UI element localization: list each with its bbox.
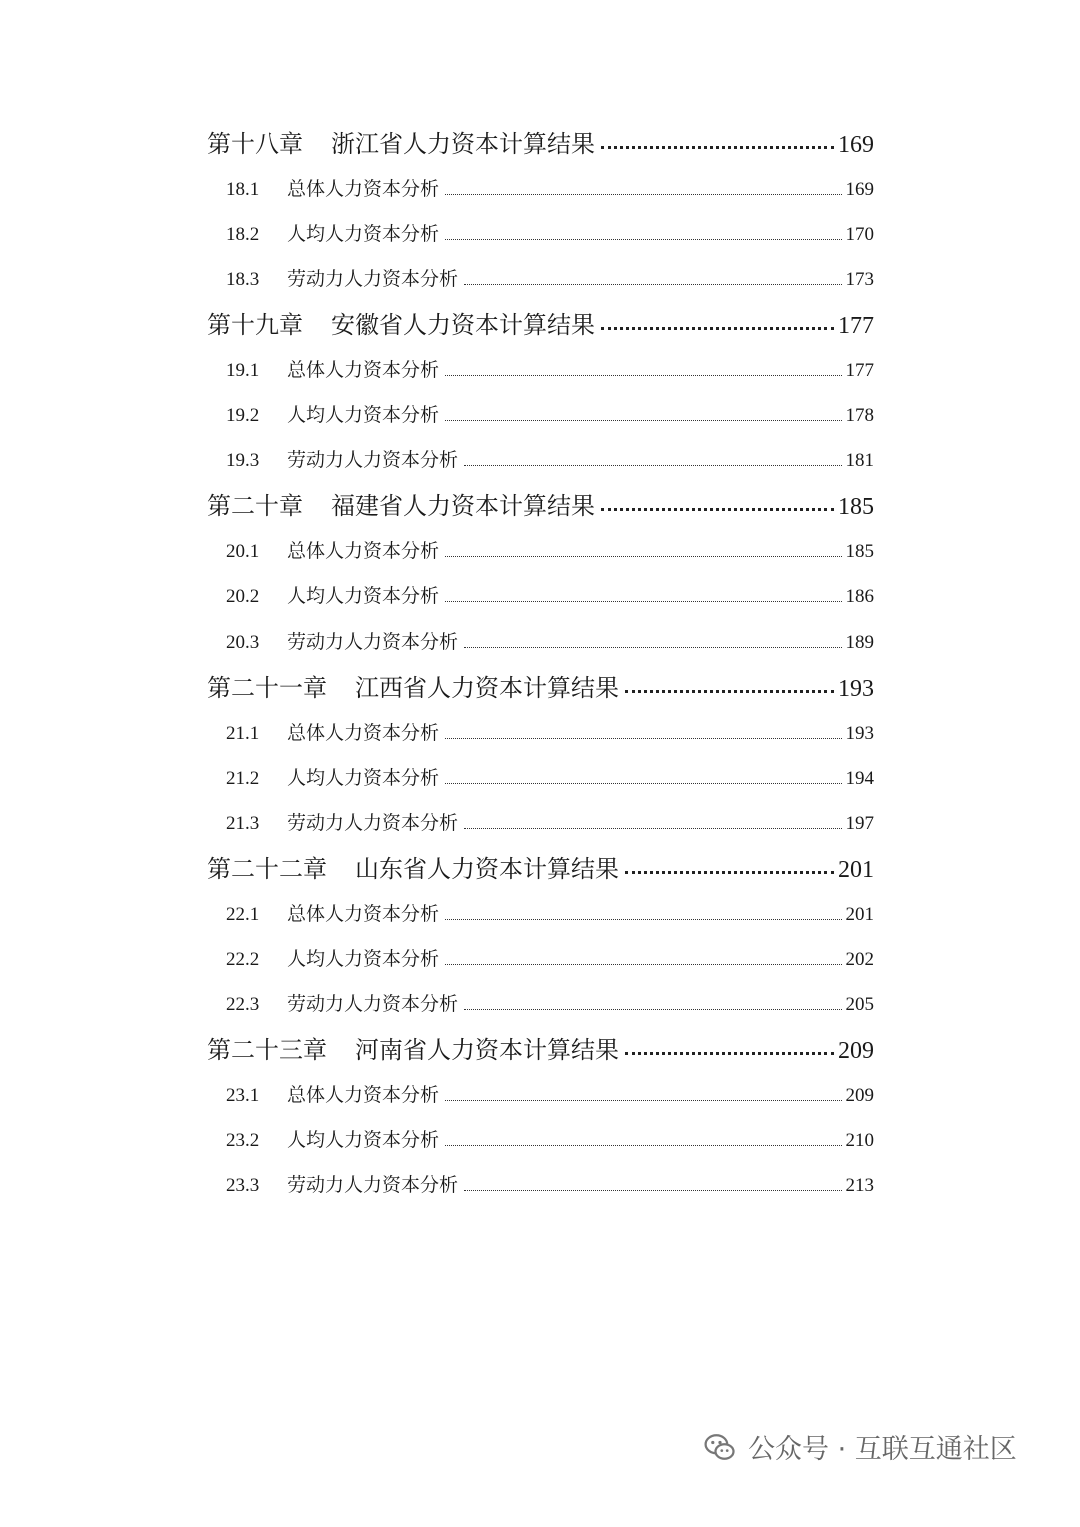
chapter-title: 河南省人力资本计算结果 — [355, 1036, 619, 1064]
page-number: 193 — [838, 676, 874, 702]
toc-chapter-entry[interactable] — [207, 486, 874, 521]
section-number: 18.3 — [226, 269, 260, 290]
toc-section-entry[interactable] — [226, 808, 874, 835]
section-title: 总体人力资本分析 — [287, 903, 440, 925]
section-title: 人均人力资本分析 — [287, 585, 440, 607]
page-number: 213 — [845, 1175, 874, 1196]
page-number: 181 — [845, 450, 874, 471]
chapter-title: 福建省人力资本计算结果 — [331, 492, 595, 520]
chapter-number: 第十九章 — [207, 311, 303, 339]
dot-leader — [445, 919, 841, 920]
dot-leader — [445, 420, 841, 421]
dot-leader — [601, 146, 834, 149]
page-number: 205 — [845, 994, 874, 1015]
watermark-label: 公众号 · 互联互通社区 — [748, 1434, 1017, 1465]
wechat-icon — [702, 1429, 738, 1465]
toc-chapter-entry[interactable] — [207, 849, 874, 884]
toc-section-entry[interactable] — [226, 445, 874, 472]
section-number: 21.2 — [226, 768, 260, 789]
toc-section-entry[interactable] — [226, 1125, 874, 1152]
page-number: 169 — [845, 179, 874, 200]
toc-section-entry[interactable] — [226, 718, 874, 745]
toc-section-entry[interactable] — [226, 1080, 874, 1107]
page-number: 201 — [845, 904, 874, 925]
dot-leader — [464, 647, 841, 648]
page-number: 177 — [845, 360, 874, 381]
dot-leader — [445, 1100, 841, 1101]
section-title: 总体人力资本分析 — [287, 359, 440, 381]
section-title: 总体人力资本分析 — [287, 540, 440, 562]
toc-section-entry[interactable] — [226, 219, 874, 246]
section-number: 23.2 — [226, 1130, 260, 1151]
toc-chapter-entry[interactable] — [207, 668, 874, 703]
section-title: 人均人力资本分析 — [287, 1129, 440, 1151]
section-title: 人均人力资本分析 — [287, 948, 440, 970]
chapter-number: 第十八章 — [207, 130, 303, 158]
dot-leader — [445, 738, 841, 739]
section-title: 人均人力资本分析 — [287, 767, 440, 789]
page-number: 194 — [845, 768, 874, 789]
watermark — [702, 1427, 1017, 1466]
page-number: 209 — [838, 1038, 874, 1064]
page-number: 186 — [845, 586, 874, 607]
page-number: 197 — [845, 813, 874, 834]
page-number: 210 — [845, 1130, 874, 1151]
dot-leader — [445, 239, 841, 240]
dot-leader — [464, 828, 841, 829]
dot-leader — [445, 194, 841, 195]
dot-leader — [445, 375, 841, 376]
section-number: 18.1 — [226, 179, 260, 200]
section-number: 23.1 — [226, 1085, 260, 1106]
section-number: 22.2 — [226, 949, 260, 970]
toc-section-entry[interactable] — [226, 264, 874, 291]
chapter-title: 浙江省人力资本计算结果 — [331, 130, 595, 158]
dot-leader — [445, 783, 841, 784]
toc-section-entry[interactable] — [226, 627, 874, 654]
toc-section-entry[interactable] — [226, 355, 874, 382]
chapter-title: 山东省人力资本计算结果 — [355, 855, 619, 883]
section-number: 22.3 — [226, 994, 260, 1015]
toc-section-entry[interactable] — [226, 944, 874, 971]
page-number: 170 — [845, 224, 874, 245]
dot-leader — [464, 1009, 841, 1010]
page-number: 202 — [845, 949, 874, 970]
section-title: 劳动力人力资本分析 — [287, 268, 459, 290]
section-number: 20.3 — [226, 632, 260, 653]
section-number: 19.1 — [226, 360, 260, 381]
section-title: 劳动力人力资本分析 — [287, 1174, 459, 1196]
page-number: 173 — [845, 269, 874, 290]
dot-leader — [601, 508, 834, 511]
chapter-number: 第二十二章 — [207, 855, 327, 883]
section-title: 劳动力人力资本分析 — [287, 812, 459, 834]
section-title: 劳动力人力资本分析 — [287, 631, 459, 653]
dot-leader — [625, 1052, 834, 1055]
chapter-number: 第二十一章 — [207, 674, 327, 702]
toc-section-entry[interactable] — [226, 899, 874, 926]
page-number: 189 — [845, 632, 874, 653]
dot-leader — [625, 871, 834, 874]
toc-chapter-entry[interactable] — [207, 1030, 874, 1065]
section-number: 21.1 — [226, 723, 260, 744]
dot-leader — [445, 1145, 841, 1146]
chapter-title: 江西省人力资本计算结果 — [355, 674, 619, 702]
toc-section-entry[interactable] — [226, 581, 874, 608]
dot-leader — [464, 1190, 841, 1191]
section-title: 人均人力资本分析 — [287, 404, 440, 426]
toc-section-entry[interactable] — [226, 1170, 874, 1197]
toc-section-entry[interactable] — [226, 989, 874, 1016]
toc-section-entry[interactable] — [226, 536, 874, 563]
section-number: 18.2 — [226, 224, 260, 245]
section-number: 20.2 — [226, 586, 260, 607]
section-number: 23.3 — [226, 1175, 260, 1196]
section-title: 总体人力资本分析 — [287, 1084, 440, 1106]
dot-leader — [601, 327, 834, 330]
chapter-title: 安徽省人力资本计算结果 — [331, 311, 595, 339]
page-number: 193 — [845, 723, 874, 744]
page-number: 185 — [845, 541, 874, 562]
section-number: 19.2 — [226, 405, 260, 426]
page-number: 201 — [838, 857, 874, 883]
dot-leader — [625, 690, 834, 693]
page-number: 178 — [845, 405, 874, 426]
section-number: 20.1 — [226, 541, 260, 562]
dot-leader — [445, 556, 841, 557]
dot-leader — [464, 284, 841, 285]
section-title: 人均人力资本分析 — [287, 223, 440, 245]
chapter-number: 第二十章 — [207, 492, 303, 520]
chapter-number: 第二十三章 — [207, 1036, 327, 1064]
section-number: 21.3 — [226, 813, 260, 834]
section-title: 劳动力人力资本分析 — [287, 993, 459, 1015]
toc-chapter-entry[interactable] — [207, 124, 874, 159]
toc-section-entry[interactable] — [226, 763, 874, 790]
dot-leader — [445, 601, 841, 602]
section-title: 总体人力资本分析 — [287, 178, 440, 200]
toc-chapter-entry[interactable] — [207, 305, 874, 340]
toc-section-entry[interactable] — [226, 174, 874, 201]
section-number: 19.3 — [226, 450, 260, 471]
page-number: 209 — [845, 1085, 874, 1106]
section-title: 劳动力人力资本分析 — [287, 449, 459, 471]
page-number: 169 — [838, 132, 874, 158]
section-title: 总体人力资本分析 — [287, 722, 440, 744]
section-number: 22.1 — [226, 904, 260, 925]
page-number: 185 — [838, 494, 874, 520]
toc-section-entry[interactable] — [226, 400, 874, 427]
page-number: 177 — [838, 313, 874, 339]
dot-leader — [445, 964, 841, 965]
dot-leader — [464, 465, 841, 466]
